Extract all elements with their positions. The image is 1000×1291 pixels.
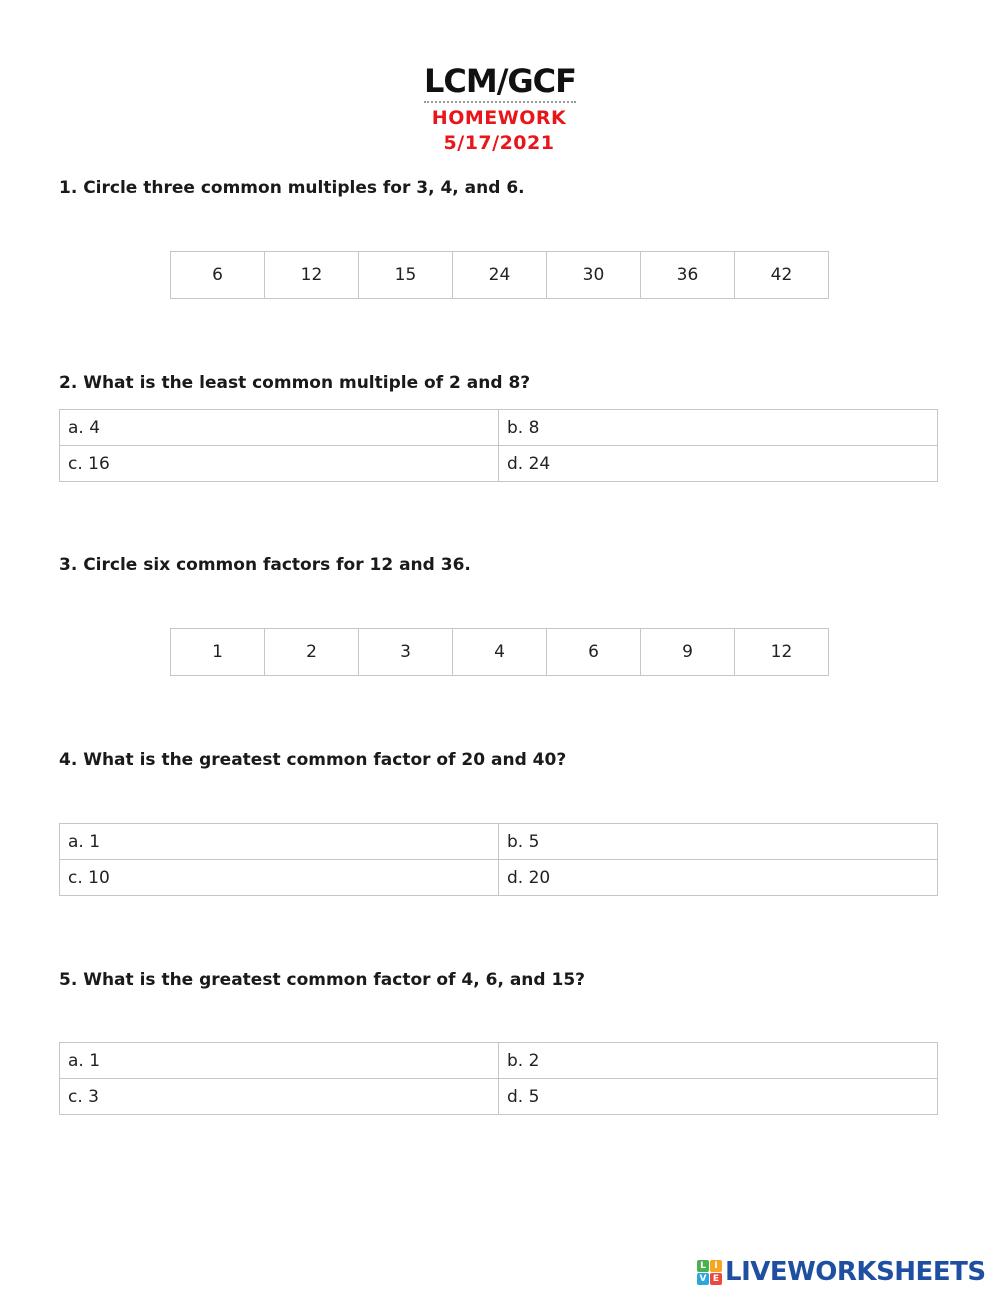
question-4: 4. What is the greatest common factor of 20 and 40? bbox=[59, 750, 567, 770]
q1-cell[interactable]: 42 bbox=[735, 252, 829, 299]
logo-letter: V bbox=[697, 1273, 709, 1285]
logo-letter: I bbox=[710, 1260, 722, 1272]
q1-cell[interactable]: 36 bbox=[641, 252, 735, 299]
title-text: LCM/GCF bbox=[424, 62, 576, 103]
liveworksheets-logo bbox=[697, 1257, 986, 1287]
q1-number-row bbox=[170, 251, 829, 299]
q5-option-d[interactable]: d. 5 bbox=[499, 1079, 938, 1115]
q1-cell[interactable]: 12 bbox=[265, 252, 359, 299]
q2-option-a[interactable]: a. 4 bbox=[60, 410, 499, 446]
q3-cell[interactable]: 9 bbox=[641, 629, 735, 676]
question-3: 3. Circle six common factors for 12 and 36. bbox=[59, 555, 471, 575]
worksheet-title bbox=[0, 62, 1000, 100]
homework-date: 5/17/2021 bbox=[443, 132, 555, 154]
q2-option-d[interactable]: d. 24 bbox=[499, 446, 938, 482]
q1-cell[interactable]: 15 bbox=[359, 252, 453, 299]
q4-option-a[interactable]: a. 1 bbox=[60, 824, 499, 860]
q5-option-a[interactable]: a. 1 bbox=[60, 1043, 499, 1079]
q3-number-row bbox=[170, 628, 829, 676]
q4-option-c[interactable]: c. 10 bbox=[60, 860, 499, 896]
logo-text: LIVEWORKSHEETS bbox=[725, 1257, 986, 1287]
question-1: 1. Circle three common multiples for 3, 4, and 6. bbox=[59, 178, 525, 198]
logo-letter: E bbox=[710, 1273, 722, 1285]
q3-cell[interactable]: 1 bbox=[171, 629, 265, 676]
q2-option-c[interactable]: c. 16 bbox=[60, 446, 499, 482]
q5-option-c[interactable]: c. 3 bbox=[60, 1079, 499, 1115]
q1-cell[interactable]: 30 bbox=[547, 252, 641, 299]
logo-letter: L bbox=[697, 1260, 709, 1272]
q4-option-b[interactable]: b. 5 bbox=[499, 824, 938, 860]
q3-cell[interactable]: 2 bbox=[265, 629, 359, 676]
q2-options bbox=[59, 409, 938, 482]
q1-cell[interactable]: 6 bbox=[171, 252, 265, 299]
q4-option-d[interactable]: d. 20 bbox=[499, 860, 938, 896]
homework-label: HOMEWORK bbox=[431, 107, 567, 129]
question-2: 2. What is the least common multiple of 2 and 8? bbox=[59, 373, 531, 393]
q3-cell[interactable]: 12 bbox=[735, 629, 829, 676]
q4-options bbox=[59, 823, 938, 896]
liveworksheets-logo-icon bbox=[697, 1260, 722, 1285]
q3-cell[interactable]: 4 bbox=[453, 629, 547, 676]
q3-cell[interactable]: 6 bbox=[547, 629, 641, 676]
q5-option-b[interactable]: b. 2 bbox=[499, 1043, 938, 1079]
q5-options bbox=[59, 1042, 938, 1115]
q1-cell[interactable]: 24 bbox=[453, 252, 547, 299]
question-5: 5. What is the greatest common factor of 4, 6, and 15? bbox=[59, 970, 586, 990]
q3-cell[interactable]: 3 bbox=[359, 629, 453, 676]
q2-option-b[interactable]: b. 8 bbox=[499, 410, 938, 446]
